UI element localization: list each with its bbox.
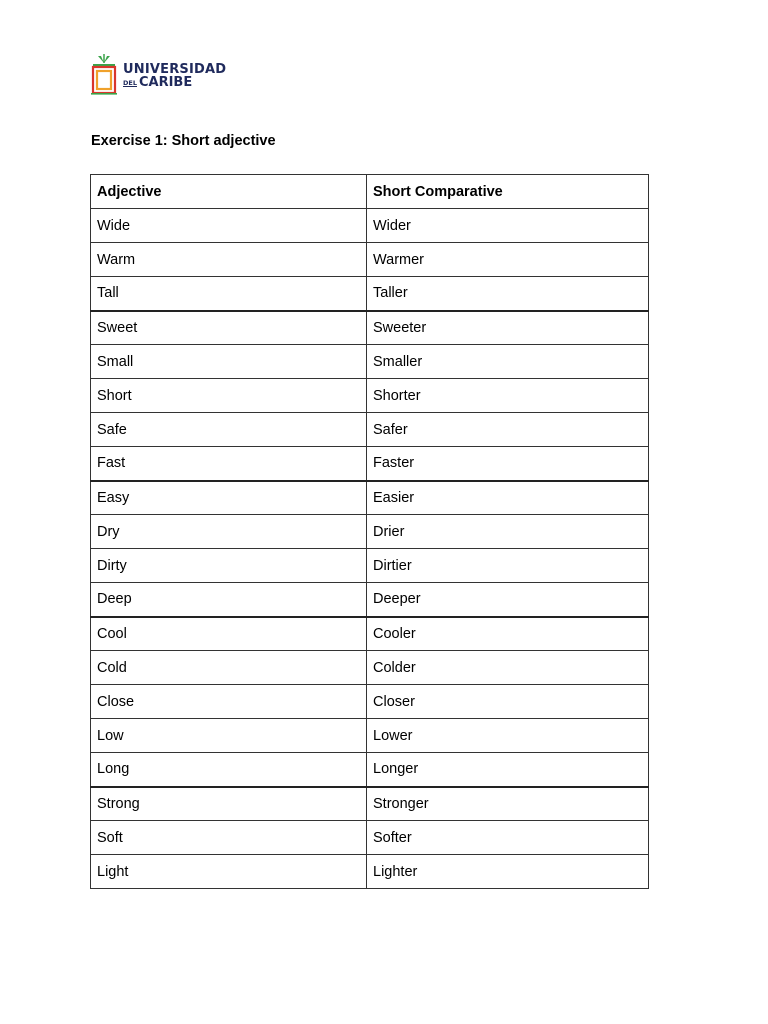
table-row [91, 685, 649, 719]
table-row [91, 583, 649, 617]
comparative-cell: Deeper [367, 583, 649, 617]
table-row [91, 617, 649, 651]
comparative-cell: Smaller [367, 345, 649, 379]
table-row [91, 243, 649, 277]
adjective-cell: Cold [91, 651, 367, 685]
adjective-cell: Tall [91, 277, 367, 311]
logo-text-del: DEL [123, 79, 137, 87]
comparative-cell: Warmer [367, 243, 649, 277]
comparative-cell: Stronger [367, 787, 649, 821]
table-header-row [91, 175, 649, 209]
comparative-cell: Lighter [367, 855, 649, 889]
comparative-cell: Taller [367, 277, 649, 311]
table-row [91, 753, 649, 787]
adjective-cell: Small [91, 345, 367, 379]
comparative-cell: Wider [367, 209, 649, 243]
table-row [91, 821, 649, 855]
comparative-cell: Shorter [367, 379, 649, 413]
table-row [91, 277, 649, 311]
comparative-cell: Lower [367, 719, 649, 753]
adjective-cell: Sweet [91, 311, 367, 345]
comparative-cell: Softer [367, 821, 649, 855]
header-adjective: Adjective [91, 175, 367, 209]
comparative-cell: Drier [367, 515, 649, 549]
comparative-cell: Faster [367, 447, 649, 481]
table-row [91, 855, 649, 889]
table-row [91, 345, 649, 379]
table-row [91, 549, 649, 583]
adjective-cell: Wide [91, 209, 367, 243]
adjective-cell: Safe [91, 413, 367, 447]
adjective-cell: Strong [91, 787, 367, 821]
adjective-cell: Soft [91, 821, 367, 855]
comparative-cell: Colder [367, 651, 649, 685]
adjective-cell: Short [91, 379, 367, 413]
logo-wordmark [123, 63, 226, 89]
adjective-cell: Dirty [91, 549, 367, 583]
table-row [91, 719, 649, 753]
comparative-cell: Longer [367, 753, 649, 787]
comparative-cell: Easier [367, 481, 649, 515]
table-row [91, 209, 649, 243]
logo-line-caribe [123, 76, 226, 89]
comparative-cell: Cooler [367, 617, 649, 651]
adjective-cell: Fast [91, 447, 367, 481]
adjective-cell: Easy [91, 481, 367, 515]
adjective-cell: Light [91, 855, 367, 889]
adjective-cell: Close [91, 685, 367, 719]
adjective-cell: Cool [91, 617, 367, 651]
adjective-cell: Low [91, 719, 367, 753]
table-row [91, 413, 649, 447]
comparative-cell: Closer [367, 685, 649, 719]
header-short-comparative: Short Comparative [367, 175, 649, 209]
logo-text-caribe: CARIBE [138, 75, 193, 90]
table-row [91, 311, 649, 345]
table-row [91, 515, 649, 549]
adjective-cell: Warm [91, 243, 367, 277]
adjective-table [90, 174, 649, 889]
comparative-cell: Dirtier [367, 549, 649, 583]
comparative-cell: Sweeter [367, 311, 649, 345]
comparative-cell: Safer [367, 413, 649, 447]
table-row [91, 651, 649, 685]
exercise-title: Exercise 1: Short adjective [91, 133, 276, 149]
table-row [91, 481, 649, 515]
table-row [91, 787, 649, 821]
logo-text-universidad: UNIVERSIDAD [123, 62, 227, 77]
adjective-cell: Dry [91, 515, 367, 549]
table-row [91, 447, 649, 481]
adjective-cell: Long [91, 753, 367, 787]
adjective-cell: Deep [91, 583, 367, 617]
university-logo [90, 52, 226, 96]
table-row [91, 379, 649, 413]
university-emblem-icon [90, 53, 118, 95]
